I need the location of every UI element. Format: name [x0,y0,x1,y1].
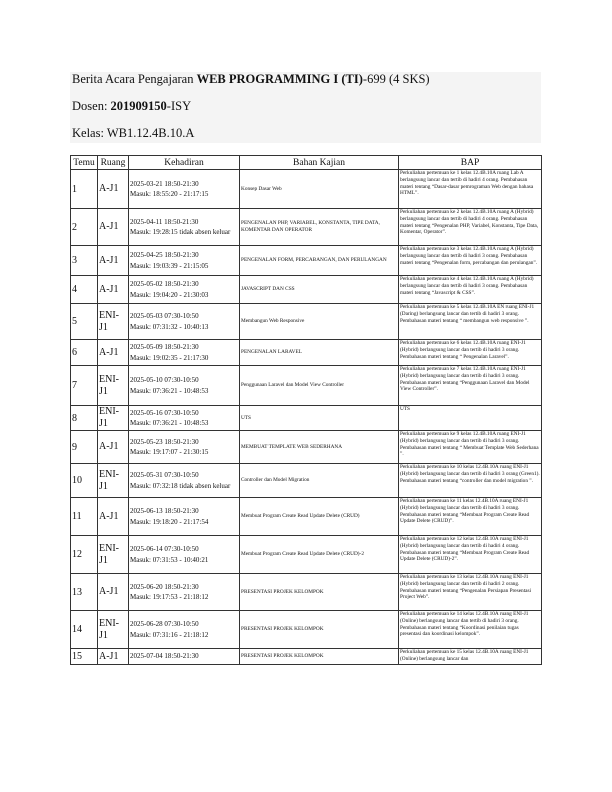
cell-bahan-kajian: JAVASCRIPT DAN CSS [240,276,399,304]
jadwal-text: 2025-05-16 07:30-10:50 [130,408,199,417]
cell-bap: Perkuliahan pertemuan ke 11 kelas 12.4B.10A ruang ENI-J1 (Hybrid) berlangsung lancar dan tertib di hadiri 3 orang. Pembahasan materi tentang “Membuat Program Create Read Update Delete (CRUD)”. [399,498,542,536]
table-header-row [71,156,542,170]
table-row [71,170,542,209]
col-header-kehadiran: Kehadiran [129,156,240,170]
cell-temu: 7 [71,366,98,406]
cell-bap: Perkuliahan pertemuan ke 15 kelas 12.4B.10A ruang ENI-J1 (Online) berlangsung lancar dan [399,649,542,665]
table-row [71,406,542,431]
cell-ruang: A-J1 [98,498,129,536]
cell-ruang: A-J1 [98,649,129,665]
cell-bahan-kajian: Membangun Web Responsive [240,304,399,340]
kelas-label: Kelas: [72,126,107,140]
cell-kehadiran [129,574,240,611]
cell-bap: Perkuliahan pertemuan ke 10 kelas 12.4B.10A ruang ENI-J1 (Hybrid) berlangsung lancar dan tertib di hadiri 3 orang (Green1). Pembahasan materi tentang “controller dan model migration ”. [399,464,542,498]
cell-temu: 5 [71,304,98,340]
table-row [71,536,542,574]
kelas-line [72,126,194,141]
cell-bap: Perkuliahan pertemuan ke 1 kelas 12.4B.10A ruang Lab A berlangsung lancar dan tertib di hadiri 4 orang. Pembahasan materi tentang “Dasar-dasar pemrograman Web dengan bahasa HTML”. [399,170,542,209]
cell-ruang: ENI-J1 [98,611,129,649]
cell-bahan-kajian: PRESENTASI PROJEK KELOMPOK [240,574,399,611]
cell-bahan-kajian: Membuat Program Create Read Update Delete (CRUD) [240,498,399,536]
col-header-ruang: Ruang [98,156,129,170]
table-row [71,611,542,649]
cell-kehadiran [129,536,240,574]
cell-bap: Perkuliahan pertemuan ke 12 kelas 12.4B.10A ruang ENI-J1 (Hybrid) berlangsung lancar dan tertib di hadiri 4 orang. Pembahasan materi tentang “Membuat Program Create Read Update Delete (CRUD)-2”. [399,536,542,574]
table-row [71,649,542,665]
cell-temu: 1 [71,170,98,209]
masuk-text: Masuk: 19:03:39 - 21:15:05 [130,261,209,270]
jadwal-text: 2025-04-11 18:50-21:30 [130,217,199,226]
header-panel [70,72,541,143]
cell-bap: Perkuliahan pertemuan ke 4 kelas 12.4B.10A ruang A (Hybrid) berlangsung lancar dan tertib di hadiri 3 orang. Pembahasan materi tentang “Javascript & CSS”. [399,276,542,304]
cell-kehadiran [129,170,240,209]
jadwal-text: 2025-05-10 07:30-10:50 [130,376,199,385]
masuk-text: Masuk: 07:36:21 - 10:48:53 [130,386,209,395]
jadwal-text: 2025-05-03 07:30-10:50 [130,312,199,321]
course-suffix: -699 (4 SKS) [362,72,430,86]
cell-kehadiran [129,464,240,498]
cell-temu: 14 [71,611,98,649]
cell-bahan-kajian: PRESENTASI PROJEK KELOMPOK [240,611,399,649]
table-row [71,246,542,276]
cell-temu: 12 [71,536,98,574]
cell-bahan-kajian: Konsep Dasar Web [240,170,399,209]
masuk-text: Masuk: 07:36:21 - 10:48:53 [130,419,209,427]
jadwal-text: 2025-06-28 07:30-10:50 [130,620,199,629]
cell-bahan-kajian: Membuat Program Create Read Update Delete (CRUD)-2 [240,536,399,574]
jadwal-text: 2025-06-14 07:30-10:50 [130,545,199,554]
cell-kehadiran [129,611,240,649]
cell-bahan-kajian: Controller dan Model Migration [240,464,399,498]
masuk-text: Masuk: 19:28:15 tidak absen keluar [130,228,231,236]
cell-bap: Perkuliahan pertemuan ke 13 kelas 12.4B.10A ruang ENI-J1 (Hybrid) berlangsung lancar dan tertib di hadiri 2 orang. Pembahasan materi tentang “Pengenalan Persiapan Presentasi Project Web”. [399,574,542,611]
cell-temu: 9 [71,431,98,464]
table-row [71,304,542,340]
cell-bap: Perkuliahan pertemuan ke 7 kelas 12.4B.10A ruang ENI-J1 (Hybrid) berlangsung lancar dan tertib di hadiri 3 orang. Pembahasan materi tentang “Penggunaan Laravel dan Model View Controller”. [399,366,542,406]
masuk-text: Masuk: 18:55:20 - 21:17:15 [130,190,209,198]
cell-bap: Perkuliahan pertemuan ke 2 kelas 12.4B.10A ruang A (Hybrid) berlangsung lancar dan tertib di hadiri 4 orang. Pembahasan materi tentang “Pengenalan PHP, Variabel, Konstanta, Tipe Data, Komentar, Operator”. [399,209,542,246]
masuk-text: Masuk: 07:31:16 - 21:18:12 [130,630,209,639]
cell-kehadiran [129,366,240,406]
cell-bahan-kajian: PENGENALAN FORM, PERCABANGAN, DAN PERULANGAN [240,246,399,276]
cell-kehadiran [129,276,240,304]
cell-kehadiran [129,209,240,246]
cell-temu: 11 [71,498,98,536]
masuk-text: Masuk: 19:18:20 - 21:17:54 [130,517,209,526]
jadwal-text: 2025-06-20 18:50-21:30 [130,582,199,591]
cell-bahan-kajian: PRESENTASI PROJEK KELOMPOK [240,649,399,665]
cell-kehadiran [129,431,240,464]
masuk-text: Masuk: 19:17:53 - 21:18:12 [130,593,209,601]
dosen-id: 201909150 [110,99,167,113]
cell-kehadiran [129,649,240,665]
dosen-label: Dosen: [72,99,111,113]
masuk-text: Masuk: 07:32:18 tidak absen keluar [130,481,231,490]
cell-bahan-kajian: PENGENALAN LARAVEL [240,340,399,366]
cell-bahan-kajian: UTS [240,406,399,431]
masuk-text: Masuk: 19:02:35 - 21:17:30 [130,353,209,362]
table-row [71,498,542,536]
cell-ruang: ENI-J1 [98,366,129,406]
cell-kehadiran [129,406,240,431]
cell-bahan-kajian: PENGENALAN PHP, VARIABEL, KONSTANTA, TIPE DATA, KOMENTAR DAN OPERATOR [240,209,399,246]
cell-temu: 10 [71,464,98,498]
cell-bap: Perkuliahan pertemuan ke 3 kelas 12.4B.10A ruang A (Hybrid) berlangsung lancar dan tertib di hadiri 3 orang. Pembahasan materi tentang “Pengenalan form, percabangan dan perulangan”. [399,246,542,276]
cell-ruang: A-J1 [98,340,129,366]
masuk-text: Masuk: 19:04:20 - 21:30:03 [130,290,209,299]
table-row [71,431,542,464]
cell-bahan-kajian: MEMBUAT TEMPLATE WEB SEDERHANA [240,431,399,464]
cell-temu: 3 [71,246,98,276]
jadwal-text: 2025-05-23 18:50-21:30 [130,437,199,446]
masuk-text: Masuk: 19:17:07 - 21:30:15 [130,448,209,456]
cell-kehadiran [129,498,240,536]
cell-bap: Perkuliahan pertemuan ke 6 kelas 12.4B.10A ruang ENI-J1 (Hybrid) berlangsung lancar dan tertib di hadiri 3 orang. Pembahasan materi tentang “ Pengenalan Laravel”. [399,340,542,366]
table-row [71,340,542,366]
jadwal-text: 2025-05-31 07:30-10:50 [130,471,199,480]
jadwal-text: 2025-05-09 18:50-21:30 [130,343,199,352]
jadwal-text: 2025-05-02 18:50-21:30 [130,280,199,289]
cell-kehadiran [129,246,240,276]
masuk-text: Masuk: 07:31:32 - 10:40:13 [130,322,209,331]
cell-bap: Perkuliahan pertemuan ke 5 kelas 12.4B.10A EN ruang ENI-J1 (Daring) berlangsung lancar dan tertib di hadiri 3 orang. Pembahasan materi tentang “ membangun web responsive ”. [399,304,542,340]
cell-bap: Perkuliahan pertemuan ke 14 kelas 12.4B.10A ruang ENI-J1 (Online) berlangsung lancar dan tertib di hadiri 3 orang. Pembahasan materi tentang “Koordinasi penilaian tugas presentasi dan koordinasi kelompok”. [399,611,542,649]
col-header-bahan-kajian: Bahan Kajian [240,156,399,170]
cell-temu: 13 [71,574,98,611]
table-row [71,366,542,406]
cell-kehadiran [129,340,240,366]
cell-ruang: ENI-J1 [98,406,129,431]
cell-temu: 2 [71,209,98,246]
cell-ruang: A-J1 [98,574,129,611]
jadwal-text: 2025-07-04 18:50-21:30 [130,652,199,661]
table-row [71,574,542,611]
dosen-suffix: -ISY [166,99,192,113]
cell-bap: Perkuliahan pertemuan ke 9 kelas 12.4B.10A ruang ENI-J1 (Hybrid) berlangsung lancar dan tertib di hadiri 3 orang. Pembahasan materi tentang “ Membuat Template Web Sederhana ”. [399,431,542,464]
kelas-value: WB1.12.4B.10.A [106,126,195,140]
title-line [72,72,430,87]
cell-ruang: A-J1 [98,276,129,304]
cell-ruang: A-J1 [98,431,129,464]
masuk-text: Masuk: 07:31:53 - 10:40:21 [130,555,209,564]
title-prefix: Berita Acara Pengajaran [72,72,197,86]
cell-ruang: A-J1 [98,209,129,246]
cell-ruang: ENI-J1 [98,536,129,574]
jadwal-text: 2025-03-21 18:50-21:30 [130,179,199,188]
bap-table [70,155,542,665]
table-row [71,464,542,498]
col-header-temu: Temu [71,156,98,170]
cell-ruang: A-J1 [98,246,129,276]
cell-kehadiran [129,304,240,340]
cell-ruang: A-J1 [98,170,129,209]
cell-ruang: ENI-J1 [98,304,129,340]
cell-temu: 15 [71,649,98,665]
col-header-bap: BAP [399,156,542,170]
course-name: WEB PROGRAMMING I (TI) [196,72,363,86]
cell-temu: 8 [71,406,98,431]
jadwal-text: 2025-04-25 18:50-21:30 [130,251,199,260]
dosen-line [72,99,191,114]
cell-temu: 6 [71,340,98,366]
cell-ruang: ENI-J1 [98,464,129,498]
cell-temu: 4 [71,276,98,304]
jadwal-text: 2025-06-13 18:50-21:30 [130,507,199,516]
cell-bahan-kajian: Penggunaan Laravel dan Model View Controller [240,366,399,406]
table-row [71,276,542,304]
table-row [71,209,542,246]
cell-bap: UTS [399,406,542,431]
